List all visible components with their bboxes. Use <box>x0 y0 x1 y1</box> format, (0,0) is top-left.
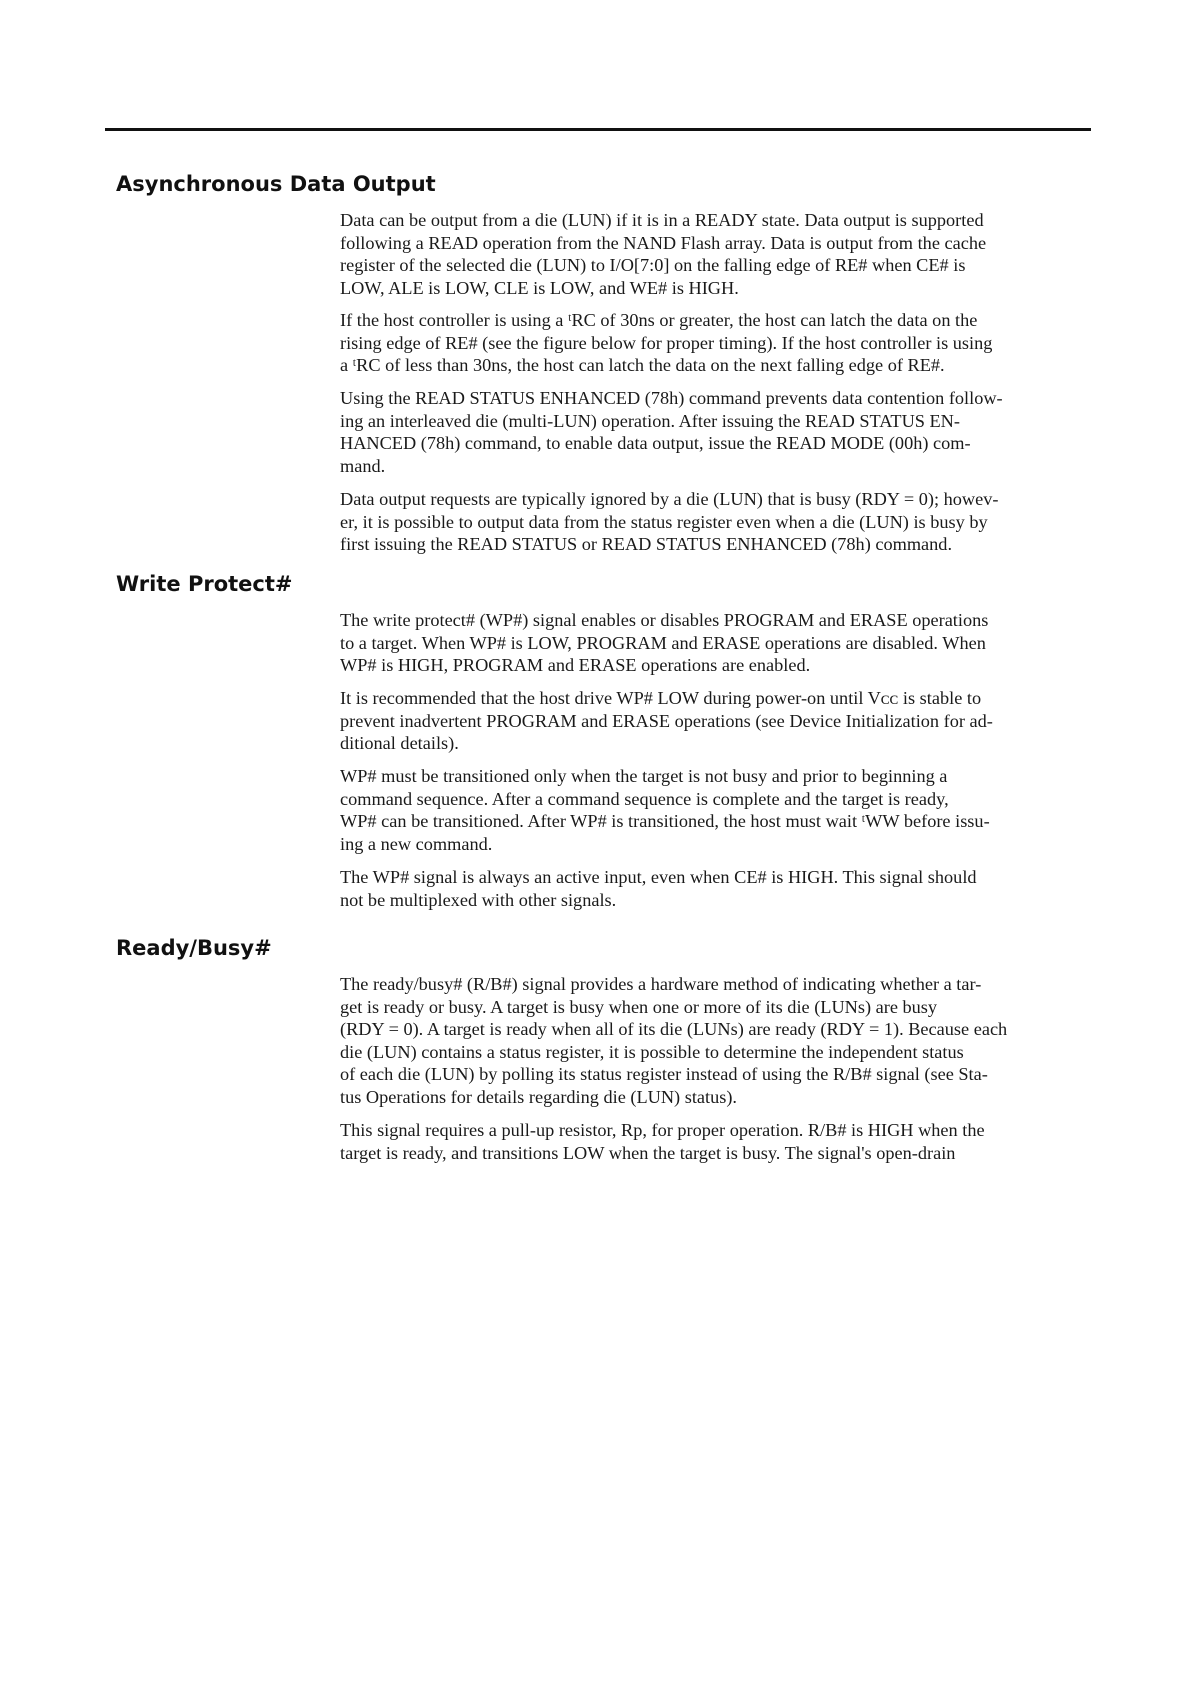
async-paragraph-2 <box>340 309 1080 377</box>
text-line: WP# can be transitioned. After WP# is transitioned, the host must wait ᵗWW before issu- <box>340 811 990 832</box>
text-line: to a target. When WP# is LOW, PROGRAM and ERASE operations are disabled. When <box>340 632 986 653</box>
text-line: Using the READ STATUS ENHANCED (78h) command prevents data contention follow- <box>340 388 1003 408</box>
text-line: a ᵗRC of less than 30ns, the host can latch the data on the next falling edge of RE#. <box>340 355 945 376</box>
text-line: If the host controller is using a ᵗRC of 30ns or greater, the host can latch the data on the <box>340 310 978 330</box>
text-line: This signal requires a pull-up resistor, Rp, for proper operation. R/B# is HIGH when the <box>340 1120 985 1140</box>
section-heading-async-data-output: Asynchronous Data Output <box>116 172 436 196</box>
text-line: ditional details). <box>340 733 459 754</box>
rb-paragraph-2 <box>340 1119 1080 1164</box>
wp-paragraph-2 <box>340 687 1080 755</box>
text-line: LOW, ALE is LOW, CLE is LOW, and WE# is HIGH. <box>340 277 739 298</box>
text-line: ing a new command. <box>340 833 493 854</box>
text-line: er, it is possible to output data from the status register even when a die (LUN) is busy by <box>340 511 988 532</box>
text-line: of each die (LUN) by polling its status register instead of using the R/B# signal (see Sta- <box>340 1064 988 1085</box>
text-line: The WP# signal is always an active input, even when CE# is HIGH. This signal should <box>340 867 977 887</box>
text-line: get is ready or busy. A target is busy when one or more of its die (LUNs) are busy <box>340 996 938 1017</box>
text-line: register of the selected die (LUN) to I/O[7:0] on the falling edge of RE# when CE# is <box>340 255 966 276</box>
text-line: The ready/busy# (R/B#) signal provides a hardware method of indicating whether a tar- <box>340 974 982 994</box>
text-line: It is recommended that the host drive WP# LOW during power-on until Vᴄᴄ is stable to <box>340 688 982 708</box>
text-line: Data can be output from a die (LUN) if it is in a READY state. Data output is supported <box>340 210 984 230</box>
async-paragraph-3 <box>340 387 1080 477</box>
wp-paragraph-3 <box>340 765 1080 855</box>
text-line: target is ready, and transitions LOW when the target is busy. The signal's open-drain <box>340 1142 956 1163</box>
text-line: not be multiplexed with other signals. <box>340 889 617 910</box>
header-rule <box>105 128 1091 131</box>
text-line: WP# is HIGH, PROGRAM and ERASE operations are enabled. <box>340 655 811 676</box>
text-line: The write protect# (WP#) signal enables or disables PROGRAM and ERASE operations <box>340 610 989 630</box>
text-line: prevent inadvertent PROGRAM and ERASE operations (see Device Initialization for ad- <box>340 710 993 731</box>
text-line: tus Operations for details regarding die (LUN) status). <box>340 1086 738 1107</box>
text-line: ing an interleaved die (multi-LUN) operation. After issuing the READ STATUS EN- <box>340 410 960 431</box>
section-heading-write-protect: Write Protect# <box>116 572 293 596</box>
text-line: first issuing the READ STATUS or READ STATUS ENHANCED (78h) command. <box>340 534 953 555</box>
text-line: HANCED (78h) command, to enable data output, issue the READ MODE (00h) com- <box>340 433 971 454</box>
text-line: WP# must be transitioned only when the target is not busy and prior to beginning a <box>340 766 948 786</box>
rb-paragraph-1 <box>340 973 1080 1109</box>
wp-paragraph-1 <box>340 609 1080 677</box>
text-line: die (LUN) contains a status register, it is possible to determine the independent status <box>340 1041 964 1062</box>
text-line: command sequence. After a command sequence is complete and the target is ready, <box>340 788 949 809</box>
async-paragraph-1 <box>340 209 1080 299</box>
section-heading-ready-busy: Ready/Busy# <box>116 936 272 960</box>
text-line: following a READ operation from the NAND Flash array. Data is output from the cache <box>340 232 987 253</box>
text-line: rising edge of RE# (see the figure below for proper timing). If the host controller is using <box>340 332 993 353</box>
text-line: (RDY = 0). A target is ready when all of its die (LUNs) are ready (RDY = 1). Because each <box>340 1019 1008 1040</box>
async-paragraph-4 <box>340 488 1080 556</box>
text-line: mand. <box>340 455 386 476</box>
text-line: Data output requests are typically ignored by a die (LUN) that is busy (RDY = 0); howev- <box>340 489 999 509</box>
wp-paragraph-4 <box>340 866 1080 911</box>
